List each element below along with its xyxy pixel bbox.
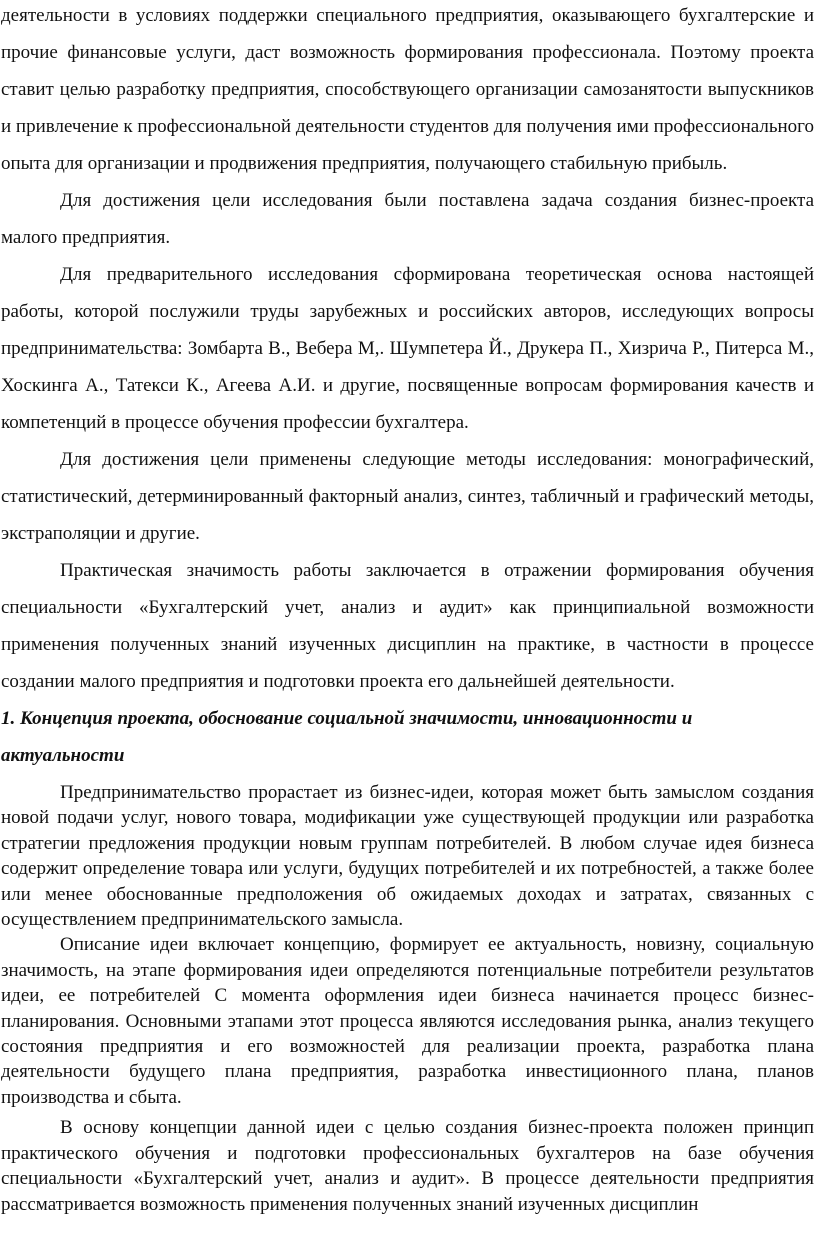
paragraph-entrepreneurship: Предпринимательство прорастает из бизнес-идеи, которая может быть замыслом создания новой подачи услуг, нового товара, модификации уже существующей продукции или разработка стратегии предложения продукции новым группам потребителей. В любом случае идея бизнеса содержит определение товара или услуги, будущих потребителей и их потребностей, а также более или менее обоснованные предположения об ожидаемых доходах и затратах, связанных с осуществлением предпринимательского замысла. [1,782,814,931]
paragraph-task: Для достижения цели исследования были поставлена задача создания бизнес-проекта малого предприятия. [1,190,814,248]
paragraph-idea-description: Описание идеи включает концепцию, формирует ее актуальность, новизну, социальную значимость, на этапе формирования идеи определяются потенциальные потребители результатов идеи, ее потребителей С момента оформления идеи бизнеса начинается процесс бизнес-планирования. Основными этапами этот процесса являются исследования рынка, анализ текущего состояния предприятия и его возможностей для реализации проекта, разработка плана деятельности будущего плана предприятия, разработка инвестиционного плана, планов производства и сбыта. [1,934,814,1108]
paragraph-concept-basis: В основу концепции данной идеи с целью создания бизнес-проекта положен принцип практического обучения и подготовки профессиональных бухгалтеров на базе обучения специальности «Бухгалтерский учет, анализ и аудит». В процессе деятельности предприятия рассматривается возможность применения полученных знаний изученных дисциплин [1,1117,814,1215]
section-heading: 1. Концепция проекта, обоснование социальной значимости, инновационности и актуальности [1,708,693,766]
paragraph-practical-significance: Практическая значимость работы заключается в отражении формирования обучения специальности «Бухгалтерский учет, анализ и аудит» как принципиальной возможности применения полученных знаний изученных дисциплин на практике, в частности в процессе создании малого предприятия и подготовки проекта его дальнейшей деятельности. [1,560,814,692]
paragraph-continuation: деятельности в условиях поддержки специального предприятия, оказывающего бухгалтерские и прочие финансовые услуги, даст возможность формирования профессионала. Поэтому проекта ставит целью разработку предприятия, способствующего организации самозанятости выпускников и привлечение к профессиональной деятельности студентов для получения ими профессионального опыта для организации и продвижения предприятия, получающего стабильную прибыль. [1,5,814,174]
paragraph-theory-basis: Для предварительного исследования сформирована теоретическая основа настоящей работы, которой послужили труды зарубежных и российских авторов, исследующих вопросы предпринимательства: Зомбарта В., Вебера М,. Шумпетера Й., Друкера П., Хизрича Р., Питерса М., Хоскинга А., Татекси К., Агеева А.И. и другие, посвященные вопросам формирования качеств и компетенций в процессе обучения профессии бухгалтера. [1,264,814,433]
paragraph-methods: Для достижения цели применены следующие методы исследования: монографический, статистический, детерминированный факторный анализ, синтез, табличный и графический методы, экстраполяции и другие. [1,449,814,544]
